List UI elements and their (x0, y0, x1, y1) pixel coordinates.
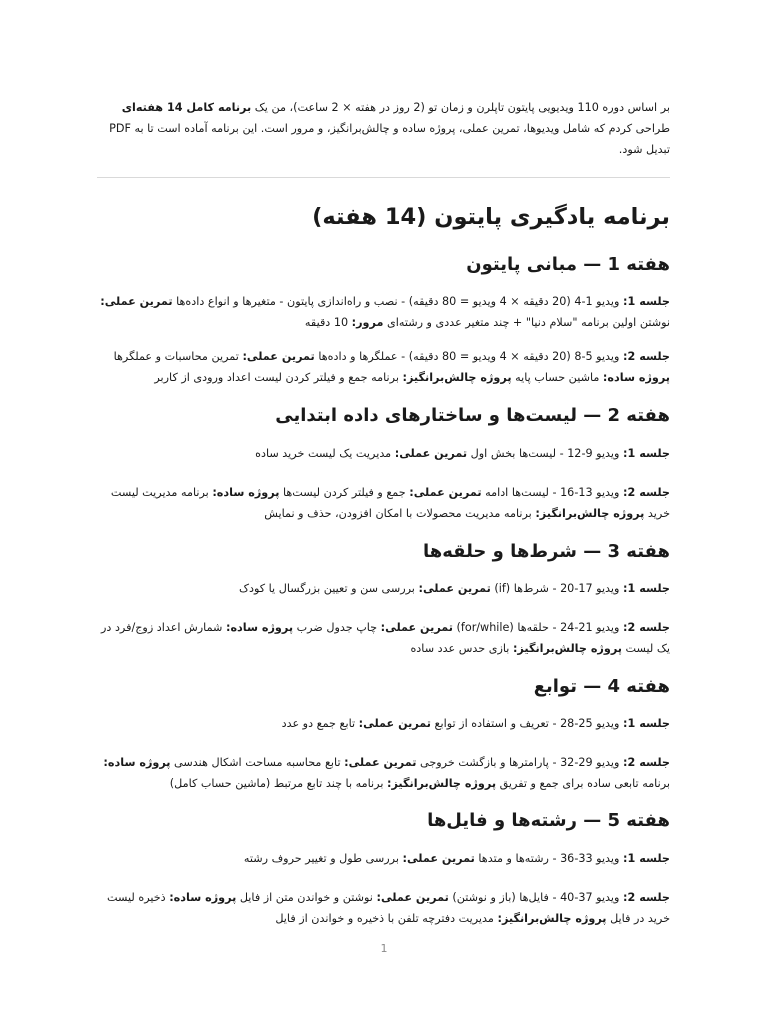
session-text: مدیریت یک لیست خرید ساده (255, 447, 395, 460)
label-bold: تمرین عملی: (358, 717, 431, 730)
session-text: برنامه مدیریت محصولات با امکان افزودن، حذف و نمایش (264, 507, 536, 520)
session-text: چاپ جدول ضرب (293, 621, 381, 634)
label-bold: پروژه چالش‌برانگیز: (512, 642, 622, 655)
label-bold: پروژه چالش‌برانگیز: (402, 371, 512, 384)
intro-text: بر اساس دوره 110 ویدیویی پایتون تاپلرن و زمان تو (2 روز در هفته × 2 ساعت)، من یک (254, 101, 670, 114)
label-bold: جلسه 2: (623, 756, 670, 769)
week-3-session-1 (97, 578, 670, 599)
session-text: ویدیو 25-28 - تعریف و استفاده از توابع (431, 717, 624, 730)
week-1-session-2 (97, 346, 670, 388)
session-text: بررسی سن و تعیین بزرگسال یا کودک (238, 582, 419, 595)
label-bold: جلسه 1: (623, 717, 670, 730)
session-text: ویدیو 17-20 - شرط‌ها (if) (490, 582, 624, 595)
label-bold: تمرین عملی: (100, 295, 173, 308)
week-2-session-1 (97, 443, 670, 464)
session-text: جمع و فیلتر کردن لیست‌ها (279, 486, 410, 499)
label-bold: جلسه 2: (623, 486, 670, 499)
week-2-session-2 (97, 482, 670, 524)
session-text: ذخیره لیست خرید در فایل (107, 891, 670, 925)
label-bold: جلسه 1: (623, 447, 670, 460)
session-text: ویدیو 29-32 - پارامترها و بازگشت خروجی (416, 756, 624, 769)
label-bold: تمرین عملی: (394, 447, 468, 460)
session-text: برنامه جمع و فیلتر کردن لیست اعداد ورودی از کاربر (154, 371, 403, 384)
label-bold: تمرین عملی: (344, 756, 417, 769)
session-text: ویدیو 9-12 - لیست‌ها بخش اول (467, 447, 624, 460)
label-bold: جلسه 2: (623, 621, 670, 634)
label-bold: تمرین عملی: (380, 621, 453, 634)
session-text: ویدیو 37-40 - فایل‌ها (باز و نوشتن) (448, 891, 624, 904)
label-bold: تمرین عملی: (402, 852, 475, 865)
label-bold: مرور: (351, 316, 384, 329)
session-text: برنامه با چند تابع مرتبط (ماشین حساب کامل) (169, 777, 387, 790)
label-bold: جلسه 1: (623, 582, 670, 595)
session-text: نوشتن و خواندن متن از فایل (236, 891, 377, 904)
session-text: ویدیو 1-4 (20 دقیقه × 4 ویدیو = 80 دقیقه) - نصب و راه‌اندازی پایتون - متغیرها و انواع داده‌ها (172, 295, 624, 308)
intro-paragraph (97, 97, 670, 160)
label-bold: جلسه 1: (623, 295, 670, 308)
session-text: برنامه تابعی ساده برای جمع و تفریق (496, 777, 670, 790)
session-text: ویدیو 13-16 - لیست‌ها ادامه (481, 486, 624, 499)
label-bold: تمرین عملی: (376, 891, 449, 904)
session-text: مدیریت دفترچه تلفن با ذخیره و خواندن از فایل (275, 912, 498, 925)
label-bold: جلسه 2: (623, 891, 670, 904)
label-bold: جلسه 1: (623, 852, 670, 865)
week-5-session-1 (97, 848, 670, 869)
session-text: ویدیو 5-8 (20 دقیقه × 4 ویدیو = 80 دقیقه) - عملگرها و داده‌ها (314, 350, 624, 363)
divider (97, 177, 670, 178)
label-bold: تمرین عملی: (409, 486, 482, 499)
session-text: بازی حدس عدد ساده (410, 642, 513, 655)
label-bold: پروژه ساده: (103, 756, 171, 769)
session-text: نوشتن اولین برنامه "سلام دنیا" + چند متغیر عددی و رشته‌ای (383, 316, 670, 329)
week-3-session-2 (97, 617, 670, 659)
intro-bold: برنامه کامل 14 هفته‌ای (121, 101, 252, 114)
week-5-heading: هفته 5 — رشته‌ها و فایل‌ها (427, 810, 670, 831)
session-text: ویدیو 21-24 - حلقه‌ها (for/while) (452, 621, 624, 634)
session-text: بررسی طول و تغییر حروف رشته (243, 852, 403, 865)
week-1-heading: هفته 1 — مبانی پایتون (466, 254, 670, 275)
week-4-heading: هفته 4 — توابع (533, 676, 670, 697)
label-bold: جلسه 2: (623, 350, 670, 363)
week-4-session-2 (97, 752, 670, 794)
week-2-heading: هفته 2 — لیست‌ها و ساختارهای داده ابتدایی (275, 405, 670, 426)
session-text: تابع جمع دو عدد (281, 717, 359, 730)
week-4-session-1 (97, 713, 670, 734)
session-text: برنامه مدیریت لیست خرید (110, 486, 670, 520)
label-bold: پروژه ساده: (212, 486, 280, 499)
session-text: ویدیو 33-36 - رشته‌ها و متدها (474, 852, 624, 865)
session-text: ماشین حساب پایه (511, 371, 603, 384)
session-text: 10 دقیقه (304, 316, 352, 329)
label-bold: پروژه ساده: (169, 891, 237, 904)
intro-text-2: طراحی کردم که شامل ویدیوها، تمرین عملی، پروژه ساده و چالش‌برانگیز، و مرور است. این برنامه آماده است تا به PDF تبدیل شود. (109, 122, 670, 156)
page-title: برنامه یادگیری پایتون (14 هفته) (312, 204, 670, 230)
label-bold: پروژه چالش‌برانگیز: (497, 912, 607, 925)
week-5-session-2 (97, 887, 670, 929)
session-text: تمرین محاسبات و عملگرها (113, 350, 243, 363)
label-bold: پروژه ساده: (602, 371, 670, 384)
week-3-heading: هفته 3 — شرط‌ها و حلقه‌ها (422, 541, 670, 562)
label-bold: تمرین عملی: (418, 582, 491, 595)
label-bold: پروژه ساده: (225, 621, 294, 634)
session-text: تابع محاسبه مساحت اشکال هندسی (170, 756, 345, 769)
label-bold: پروژه چالش‌برانگیز: (535, 507, 645, 520)
session-text: شمارش اعداد زوج/فرد در یک لیست (101, 621, 670, 655)
label-bold: پروژه چالش‌برانگیز: (386, 777, 497, 790)
label-bold: تمرین عملی: (242, 350, 315, 363)
page-number: 1 (380, 942, 388, 955)
week-1-session-1 (97, 291, 670, 333)
